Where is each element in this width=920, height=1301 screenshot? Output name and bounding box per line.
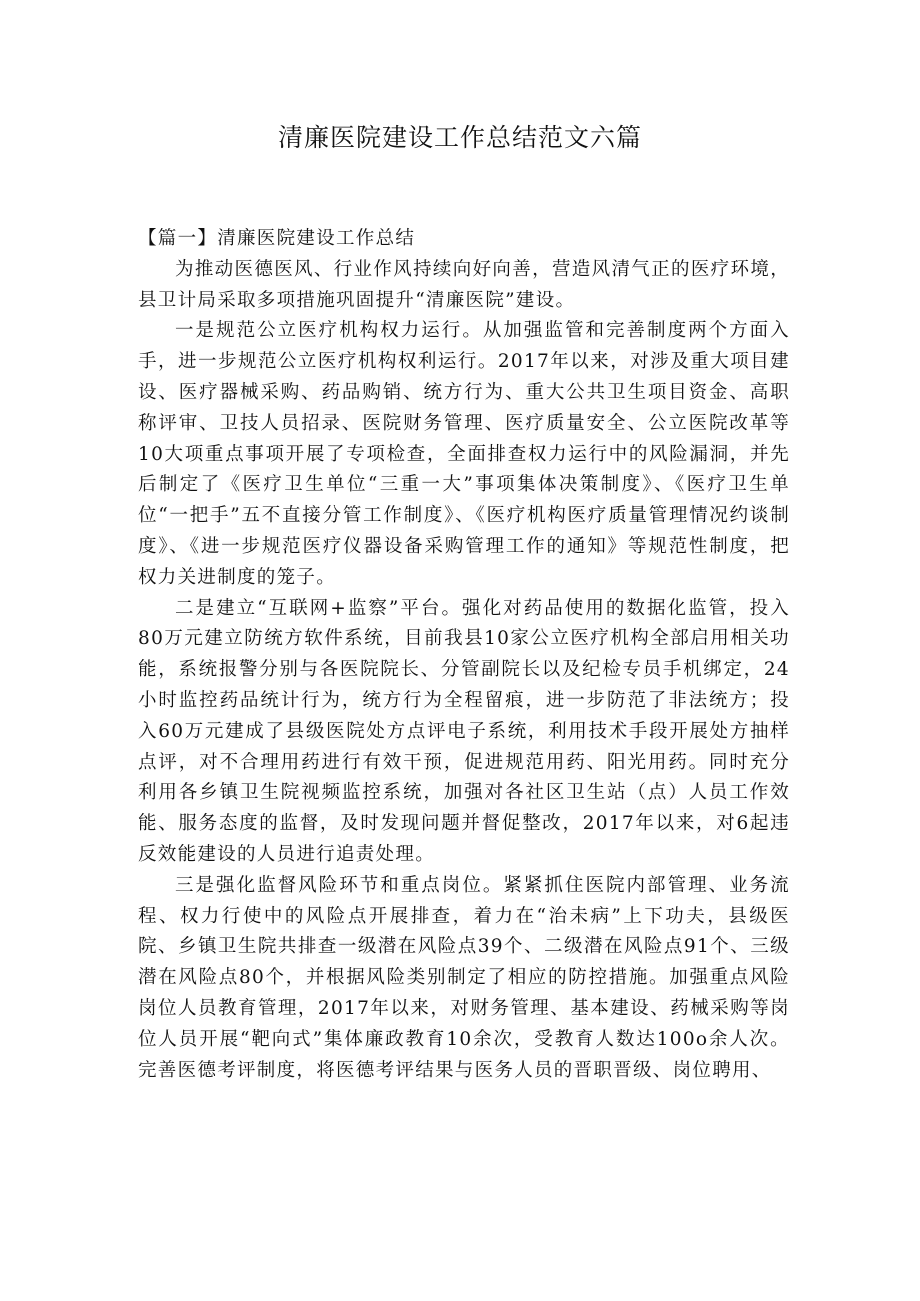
paragraph-power-regulation: 一是规范公立医疗机构权力运行。从加强监管和完善制度两个方面入手，进一步规范公立医疗机构权利运行。2017年以来，对涉及重大项目建设、医疗器械采购、药品购销、统方行为、重大公共卫生项目资金、高职称评审、卫技人员招录、医院财务管理、医疗质量安全、公立医院改革等10大项重点事项开展了专项检查，全面排查权力运行中的风险漏洞，并先后制定了《医疗卫生单位“三重一大”事项集体决策制度》、《医疗卫生单位“一把手”五不直接分管工作制度》、《医疗机构医疗质量管理情况约谈制度》、《进一步规范医疗仪器设备采购管理工作的通知》等规范性制度，把权力关进制度的笼子。 — [138, 320, 790, 588]
document-title: 清廉医院建设工作总结范文六篇 — [277, 123, 642, 152]
paragraph-internet-supervision: 二是建立“互联网+监察”平台。强化对药品使用的数据化监管，投入80万元建立防统方软件系统，目前我县10家公立医疗机构全部启用相关功能，系统报警分别与各医院院长、分管副院长以及纪检专员手机绑定，24小时监控药品统计行为，统方行为全程留痕，进一步防范了非法统方；投入60万元建成了县级医院处方点评电子系统，利用技术手段开展处方抽样点评，对不合理用药进行有效干预，促进规范用药、阳光用药。同时充分利用各乡镇卫生院视频监控系统，加强对各社区卫生站（点）人员工作效能、服务态度的监督，及时发现问题并督促整改，2017年以来，对6起违反效能建设的人员进行追责处理。 — [138, 597, 790, 865]
section-heading: 【篇一】清廉医院建设工作总结 — [138, 228, 416, 249]
paragraph-risk-posts: 三是强化监督风险环节和重点岗位。紧紧抓住医院内部管理、业务流程、权力行使中的风险点开展排查，着力在“治未病”上下功夫，县级医院、乡镇卫生院共排查一级潜在风险点39个、二级潜在风险点91个、三级潜在风险点80个，并根据风险类别制定了相应的防控措施。加强重点风险岗位人员教育管理，2017年以来，对财务管理、基本建设、药械采购等岗位人员开展“靶向式”集体廉政教育10余次，受教育人数达100o余人次。完善医德考评制度，将医德考评结果与医务人员的晋职晋级、岗位聘用、 — [138, 874, 790, 1081]
paragraph-intro: 为推动医德医风、行业作风持续向好向善，营造风清气正的医疗环境，县卫计局采取多项措施巩固提升“清廉医院”建设。 — [138, 258, 790, 311]
document-body — [138, 224, 790, 1086]
